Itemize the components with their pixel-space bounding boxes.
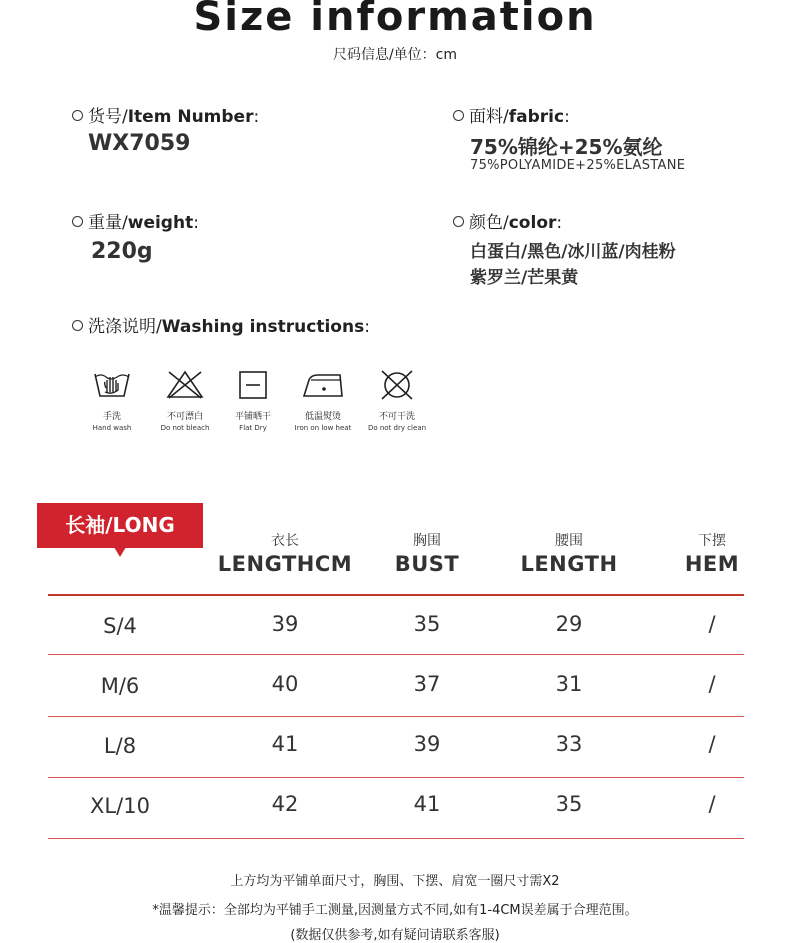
row-divider [48, 654, 744, 655]
bullet-circle-icon [72, 216, 83, 227]
no-dry-clean-icon [377, 368, 417, 400]
weight-value: 220g [91, 239, 153, 264]
table-row-size: M/6 [100, 674, 140, 698]
table-row-size: L/8 [103, 734, 137, 758]
table-header-divider [48, 594, 744, 596]
note-tip: *温馨提示：全部均为平铺手工测量,因测量方式不同,如有1-4CM误差属于合理范围。 [152, 903, 638, 918]
row-divider [48, 777, 744, 778]
table-cell: / [708, 672, 716, 696]
bullet-circle-icon [72, 320, 83, 331]
sleeve-type-tag: 长袖/LONG [37, 503, 203, 548]
item-number-label: 货号/Item Number: [72, 102, 259, 127]
table-cell: 29 [555, 612, 583, 636]
page-title: Size information [193, 0, 597, 40]
table-cell: / [708, 612, 716, 636]
item-number-value: WX7059 [88, 131, 191, 156]
table-cell: 41 [271, 732, 299, 756]
note-measurement: 上方均为平铺单面尺寸，胸围、下摆、肩宽一圈尺寸需X2 [230, 874, 560, 889]
table-cell: 39 [413, 732, 441, 756]
table-cell: 37 [413, 672, 441, 696]
washing-label: 洗涤说明/Washing instructions: [72, 312, 370, 337]
table-cell: 41 [413, 792, 441, 816]
table-cell: 40 [271, 672, 299, 696]
flat-dry-icon [233, 368, 273, 400]
table-cell: 42 [271, 792, 299, 816]
hand-wash-icon [92, 368, 132, 400]
note-reference: (数据仅供参考,如有疑问请联系客服) [290, 928, 500, 943]
fabric-label: 面料/fabric: [453, 102, 570, 127]
color-value-line1: 白蛋白/黑色/冰川蓝/肉桂粉 [470, 242, 676, 262]
row-divider [48, 838, 744, 839]
wash-item-no-dry-clean: 不可干洗 Do not dry clean [357, 368, 437, 432]
column-header-waist: 腰围 LENGTH [520, 533, 618, 576]
table-cell: 33 [555, 732, 583, 756]
color-value-line2: 紫罗兰/芒果黄 [470, 268, 579, 288]
tag-pointer-icon [114, 547, 126, 557]
table-cell: / [708, 732, 716, 756]
weight-label: 重量/weight: [72, 208, 199, 233]
fabric-value-en: 75%POLYAMIDE+25%ELASTANE [470, 158, 686, 173]
row-divider [48, 716, 744, 717]
column-header-length: 衣长 LENGTHCM [217, 533, 353, 576]
color-label: 颜色/color: [453, 208, 562, 233]
table-cell: / [708, 792, 716, 816]
table-row-size: XL/10 [90, 794, 150, 818]
wash-item-hand-wash: 手洗 Hand wash [72, 368, 152, 432]
wash-item-low-iron: 低温熨烫 Iron on low heat [283, 368, 363, 432]
wash-item-flat-dry: 平铺晒干 Flat Dry [213, 368, 293, 432]
table-cell: 35 [555, 792, 583, 816]
bullet-circle-icon [453, 216, 464, 227]
table-cell: 31 [555, 672, 583, 696]
table-row-size: S/4 [103, 614, 137, 638]
table-cell: 39 [271, 612, 299, 636]
column-header-hem: 下摆 HEM [684, 533, 740, 576]
no-bleach-icon [165, 368, 205, 400]
bullet-circle-icon [453, 110, 464, 121]
column-header-bust: 胸围 BUST [394, 533, 460, 576]
fabric-value: 75%锦纶+25%氨纶 [470, 135, 663, 159]
bullet-circle-icon [72, 110, 83, 121]
wash-item-no-bleach: 不可漂白 Do not bleach [145, 368, 225, 432]
low-iron-icon [300, 368, 346, 400]
table-cell: 35 [413, 612, 441, 636]
page-subtitle: 尺码信息/单位：cm [332, 47, 458, 63]
